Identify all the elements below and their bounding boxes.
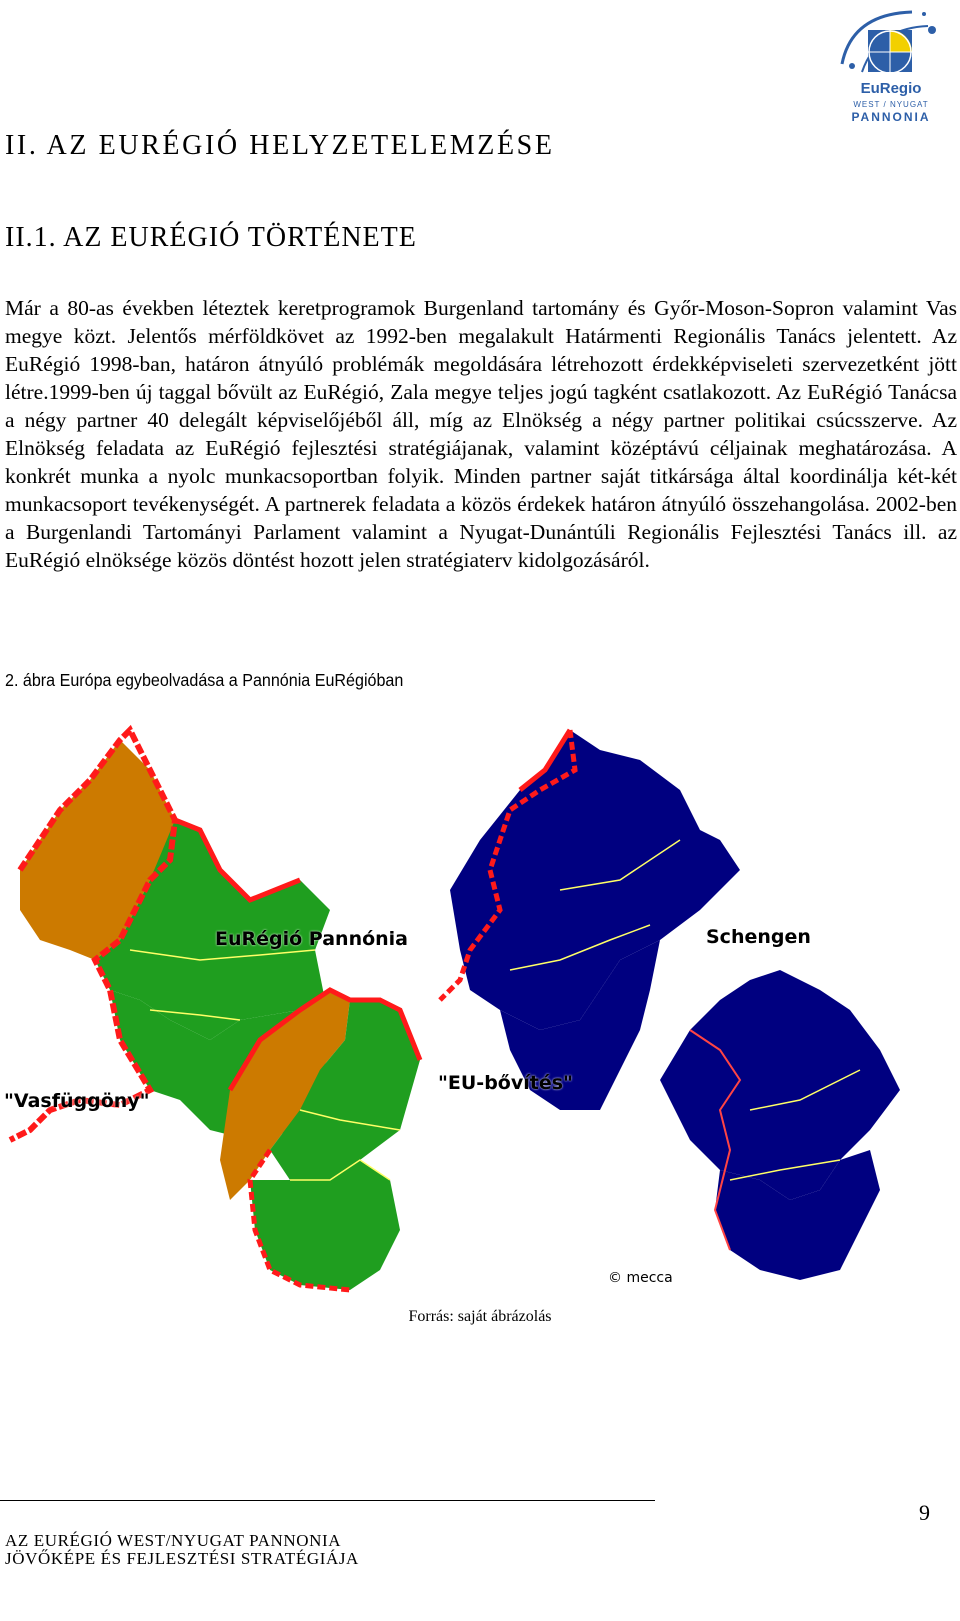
logo-sub: WEST / NYUGAT	[853, 100, 929, 109]
footer-text	[5, 1532, 359, 1568]
label-vasfuggony: "Vasfüggöny"	[4, 1090, 150, 1112]
label-euregio: EuRégió Pannónia	[215, 928, 409, 950]
logo-name: EuRegio	[860, 80, 922, 97]
section-heading: II.1. AZ EURÉGIÓ TÖRTÉNETE	[5, 222, 417, 253]
map-schengen	[660, 970, 900, 1280]
figure-caption: 2. ábra Európa egybeolvadása a Pannónia EuRégióban	[5, 670, 404, 690]
body-paragraph: Már a 80-as években léteztek keretprogramok Burgenland tartomány és Győr-Moson-Sopron valamint Vas megye közt. Jelentős mérföldkövet az 1992-ben megalakult Határmenti Regionális Tanács jelentett. Az EuRégió 1998-ban, határon átnyúló problémák megoldására létrehozott érdekképviseleti szervezetként jött létre.1999-ben új taggal bővült az EuRégió, Zala megye teljes jogú tagként csatlakozott. Az EuRégió Tanácsa a négy partner 40 delegált képviselőjéből áll, míg az Elnökség a négy partner politikai csúcsszerve. Az Elnökség feladata az EuRégió fejlesztési stratégiájanak, valamint középtávú céljainak meghatározása. A konkrét munka a nyolc munkacsoportban folyik. Minden partner saját titkársága által koordinálja két-két munkacsoport tevékenységét. A partnerek feladata a közös érdekek határon átnyúló összehangolása. 2002-ben a Burgenlandi Tartományi Parlament valamint a Nyugat-Dunántúli Regionális Fejlesztési Tanács ill. az EuRégió elnöksége közös döntést hozott jelen stratégiaterv kidolgozásáról.	[5, 296, 957, 572]
euregio-logo	[832, 6, 950, 128]
page-number: 9	[919, 1500, 930, 1525]
region-map-figure	[0, 710, 960, 1310]
label-copyright: © mecca	[608, 1270, 673, 1286]
logo-pannonia: PANNONIA	[851, 110, 931, 124]
logo-emblem-icon	[832, 6, 950, 80]
footer-divider	[0, 1500, 655, 1501]
label-schengen: Schengen	[706, 926, 811, 948]
figure-source: Forrás: saját ábrázolás	[408, 1308, 552, 1325]
label-eu-bovites: "EU-bővítés"	[438, 1072, 573, 1094]
body-text	[5, 294, 957, 574]
footer-line-2: JÖVŐKÉPE ÉS FEJLESZTÉSI STRATÉGIÁJA	[5, 1549, 359, 1568]
region-map	[0, 710, 960, 1310]
footer-line-1: AZ EURÉGIÓ WEST/NYUGAT PANNONIA	[5, 1531, 342, 1550]
chapter-heading: II. AZ EURÉGIÓ HELYZETELEMZÉSE	[5, 130, 555, 161]
